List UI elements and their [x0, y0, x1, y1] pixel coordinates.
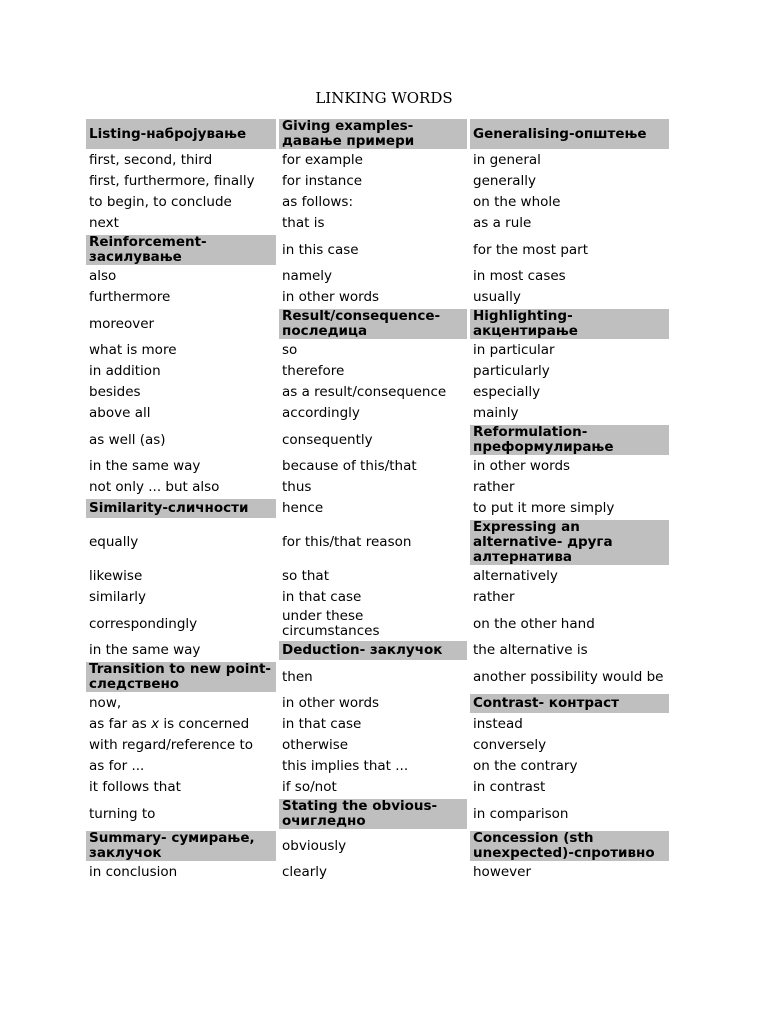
phrase-cell: next: [89, 215, 119, 231]
phrase-cell: in particular: [473, 342, 555, 358]
category-header-cell: Expressing an alternative- друга алтернатива: [470, 520, 669, 565]
phrase-cell: thus: [282, 479, 312, 495]
phrase-cell: likewise: [89, 568, 143, 584]
table-row: [86, 214, 669, 233]
phrase-cell: in general: [473, 152, 541, 168]
phrase-cell: [86, 715, 276, 734]
phrase-cell: in this case: [282, 241, 359, 258]
phrase-cell: besides: [89, 384, 141, 400]
phrase-cell: also: [89, 268, 117, 284]
phrase-cell: in comparison: [473, 805, 569, 822]
table-row: [86, 288, 669, 307]
category-header-cell: Result/consequence- последица: [279, 309, 467, 339]
phrase-cell: then: [282, 668, 313, 685]
table-row: [86, 457, 669, 476]
category-header-cell: Summary- сумирање, заклучок: [86, 831, 276, 861]
phrase-cell: in most cases: [473, 268, 566, 284]
phrase-cell: for example: [282, 152, 363, 168]
phrase-cell: not only ... but also: [89, 479, 220, 495]
phrase-cell: otherwise: [282, 737, 349, 753]
phrase-cell: this implies that ...: [282, 758, 409, 774]
table-row: [86, 235, 669, 265]
phrase-cell: consequently: [282, 431, 373, 448]
phrase-cell: another possibility would be: [473, 668, 664, 685]
category-header-cell: Listing-набројување: [86, 119, 276, 149]
phrase-cell: mainly: [473, 405, 519, 421]
phrase-cell: namely: [282, 268, 333, 284]
phrase-cell: instead: [473, 716, 523, 732]
phrase-cell: now,: [89, 695, 122, 711]
table-row: [86, 383, 669, 402]
phrase-cell: for instance: [282, 173, 363, 189]
table-row: [86, 778, 669, 797]
table-row: [86, 499, 669, 518]
phrase-cell: especially: [473, 384, 541, 400]
phrase-cell: rather: [473, 589, 515, 605]
phrase-cell: moreover: [89, 315, 155, 332]
linking-words-table: [86, 117, 669, 884]
variable-text: x: [151, 716, 160, 732]
category-header-cell: Transition to new point- следствено: [86, 662, 276, 692]
table-row: [86, 267, 669, 286]
phrase-cell: if so/not: [282, 779, 337, 795]
phrase-cell: it follows that: [89, 779, 181, 795]
phrase-cell: on the whole: [473, 194, 561, 210]
phrase-cell: therefore: [282, 363, 345, 379]
phrase-cell: as a rule: [473, 215, 532, 231]
phrase-cell: usually: [473, 289, 521, 305]
table-row: [86, 799, 669, 829]
phrase-cell: so: [282, 342, 298, 358]
phrase-cell: in other words: [282, 289, 380, 305]
category-header-cell: Reformulation- преформулирање: [470, 425, 669, 455]
table-row: [86, 609, 669, 639]
phrase-cell: in contrast: [473, 779, 546, 795]
category-header-cell: Deduction- заклучок: [279, 641, 467, 660]
table-row: [86, 119, 669, 149]
cell-text: is concerned: [159, 716, 250, 732]
table-row: [86, 404, 669, 423]
category-header-cell: Stating the obvious- очигледно: [279, 799, 467, 829]
table-row: [86, 757, 669, 776]
phrase-cell: correspondingly: [89, 615, 198, 632]
phrase-cell: generally: [473, 173, 537, 189]
table-row: [86, 567, 669, 586]
phrase-cell: in that case: [282, 716, 362, 732]
phrase-cell: with regard/reference to: [89, 737, 254, 753]
table-row: [86, 193, 669, 212]
phrase-cell: as for ...: [89, 758, 145, 774]
phrase-cell: so that: [282, 568, 329, 584]
table-row: [86, 425, 669, 455]
phrase-cell: in addition: [89, 363, 161, 379]
phrase-cell: equally: [89, 534, 139, 550]
table-row: [86, 831, 669, 861]
phrase-cell: alternatively: [473, 568, 558, 584]
table-row: [86, 520, 669, 565]
phrase-cell: hence: [282, 500, 324, 516]
phrase-cell: in other words: [473, 458, 571, 474]
category-header-cell: Similarity-сличности: [86, 499, 276, 518]
document-title: LINKING WORDS: [315, 89, 453, 107]
phrase-cell: to begin, to conclude: [89, 194, 232, 210]
phrase-cell: obviously: [282, 837, 347, 854]
table-row: [86, 736, 669, 755]
phrase-cell: the alternative is: [473, 642, 588, 658]
phrase-cell: particularly: [473, 363, 550, 379]
phrase-cell: turning to: [89, 805, 156, 822]
table-row: [86, 151, 669, 170]
phrase-cell: under these circumstances: [282, 608, 380, 639]
phrase-cell: what is more: [89, 342, 177, 358]
table-row: [86, 863, 669, 882]
phrase-cell: to put it more simply: [473, 500, 615, 516]
phrase-cell: in that case: [282, 589, 362, 605]
category-header-cell: Highlighting- акцентирање: [470, 309, 669, 339]
phrase-cell: in conclusion: [89, 864, 178, 880]
phrase-cell: as well (as): [89, 431, 166, 448]
category-header-cell: Giving examples- давање примери: [279, 119, 467, 149]
phrase-cell: on the other hand: [473, 615, 595, 632]
phrase-cell: clearly: [282, 864, 328, 880]
cell-text: as far as: [89, 716, 152, 732]
phrase-cell: for this/that reason: [282, 534, 412, 550]
phrase-cell: because of this/that: [282, 458, 417, 474]
phrase-cell: in other words: [282, 695, 380, 711]
table-row: [86, 694, 669, 713]
phrase-cell: in the same way: [89, 458, 201, 474]
table-row: [86, 362, 669, 381]
table-row: [86, 641, 669, 660]
phrase-cell: rather: [473, 479, 515, 495]
table-row: [86, 341, 669, 360]
phrase-cell: as follows:: [282, 194, 353, 210]
phrase-cell: however: [473, 864, 532, 880]
category-header-cell: Contrast- контраст: [470, 694, 669, 713]
phrase-cell: that is: [282, 215, 325, 231]
phrase-cell: similarly: [89, 589, 146, 605]
phrase-cell: conversely: [473, 737, 547, 753]
table-row: [86, 172, 669, 191]
table-row: [86, 662, 669, 692]
phrase-cell: first, second, third: [89, 152, 213, 168]
table-row: [86, 478, 669, 497]
phrase-cell: accordingly: [282, 405, 360, 421]
table-row: [86, 309, 669, 339]
phrase-cell: on the contrary: [473, 758, 578, 774]
category-header-cell: Concession (sth unexpected)-спротивно: [470, 831, 669, 861]
phrase-cell: first, furthermore, finally: [89, 173, 255, 189]
phrase-cell: for the most part: [473, 241, 589, 258]
table-row: [86, 588, 669, 607]
category-header-cell: Reinforcement- засилување: [86, 235, 276, 265]
phrase-cell: as a result/consequence: [282, 384, 447, 400]
phrase-cell: furthermore: [89, 289, 171, 305]
category-header-cell: Generalising-општење: [470, 119, 669, 149]
phrase-cell: in the same way: [89, 642, 201, 658]
phrase-cell: above all: [89, 405, 151, 421]
table-row: [86, 715, 669, 734]
